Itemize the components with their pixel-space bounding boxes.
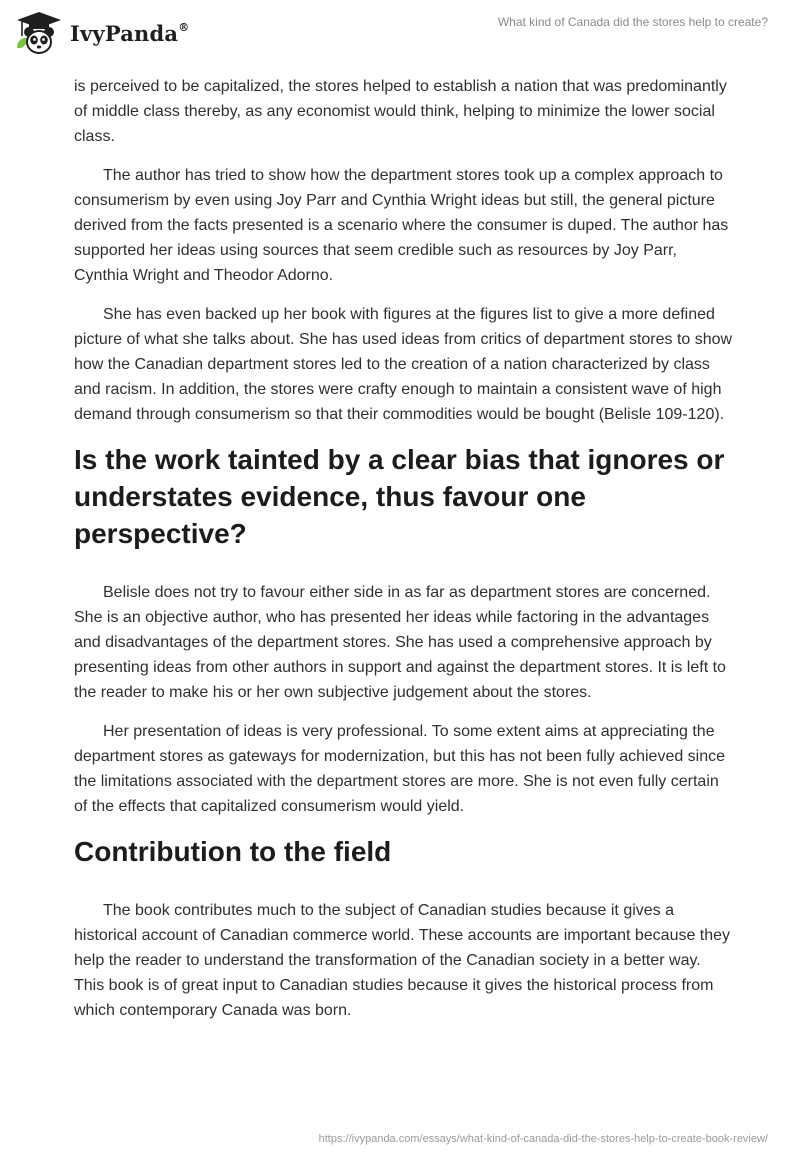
brand-name: IvyPanda® xyxy=(70,20,190,46)
paragraph-objectivity: Belisle does not try to favour either side in as far as department stores are concerned. She is an objective author, who has presented her ideas while factoring in the advantages and disadvantages of the department stores. She has used a comprehensive approach by presenting ideas from other authors in support and against the department stores. It is left to the reader to make his or her own subjective judgement about the stores. xyxy=(74,584,726,701)
source-url[interactable]: https://ivypanda.com/essays/what-kind-of-canada-did-the-stores-help-to-create-book-review/ xyxy=(318,1133,768,1145)
paragraph-continuation: is perceived to be capitalized, the stores helped to establish a nation that was predominantly of middle class thereby, as any economist would think, helping to minimize the lower social class. xyxy=(74,78,727,145)
heading-contribution: Contribution to the field xyxy=(74,836,392,867)
document-title: What kind of Canada did the stores help to create? xyxy=(497,15,768,29)
paragraph-author-approach: The author has tried to show how the department stores took up a complex approach to consumerism by even using Joy Parr and Cynthia Wright ideas but still, the general picture derived from the facts presented is a scenario where the consumer is duped. The author has supported her ideas using sources that seem credible such as resources by Joy Parr, Cynthia Wright and Theodor Adorno. xyxy=(74,167,729,284)
page-header xyxy=(0,0,800,70)
heading-bias: Is the work tainted by a clear bias that ignores or understates evidence, thus favour one perspective? xyxy=(74,444,725,549)
paragraph-contribution: The book contributes much to the subject of Canadian studies because it gives a historical account of Canadian commerce world. These accounts are important because they help the reader to understand the transformation of the Canadian society in a better way. This book is of great input to Canadian studies because it gives the historical process from which contemporary Canada was born. xyxy=(74,902,731,1019)
paragraph-presentation: Her presentation of ideas is very professional. To some extent aims at appreciating the department stores as gateways for modernization, but this has not been fully achieved since the limitations associated with the department stores are more. She is not even fully certain of the effects that capitalized consumerism would yield. xyxy=(74,723,726,815)
panda-graduate-icon xyxy=(14,10,64,56)
brand-logo[interactable] xyxy=(14,8,189,58)
essay-content xyxy=(74,74,734,1037)
paragraph-figures: She has even backed up her book with figures at the figures list to give a more defined picture of what she talks about. She has used ideas from critics of department stores to show how the Canadian department stores led to the creation of a nation characterized by class and racism. In addition, the stores were crafty enough to maintain a consistent wave of high demand through consumerism so that their commodities would be bought (Belisle 109-120). xyxy=(74,306,733,423)
registered-mark: ® xyxy=(178,20,190,34)
